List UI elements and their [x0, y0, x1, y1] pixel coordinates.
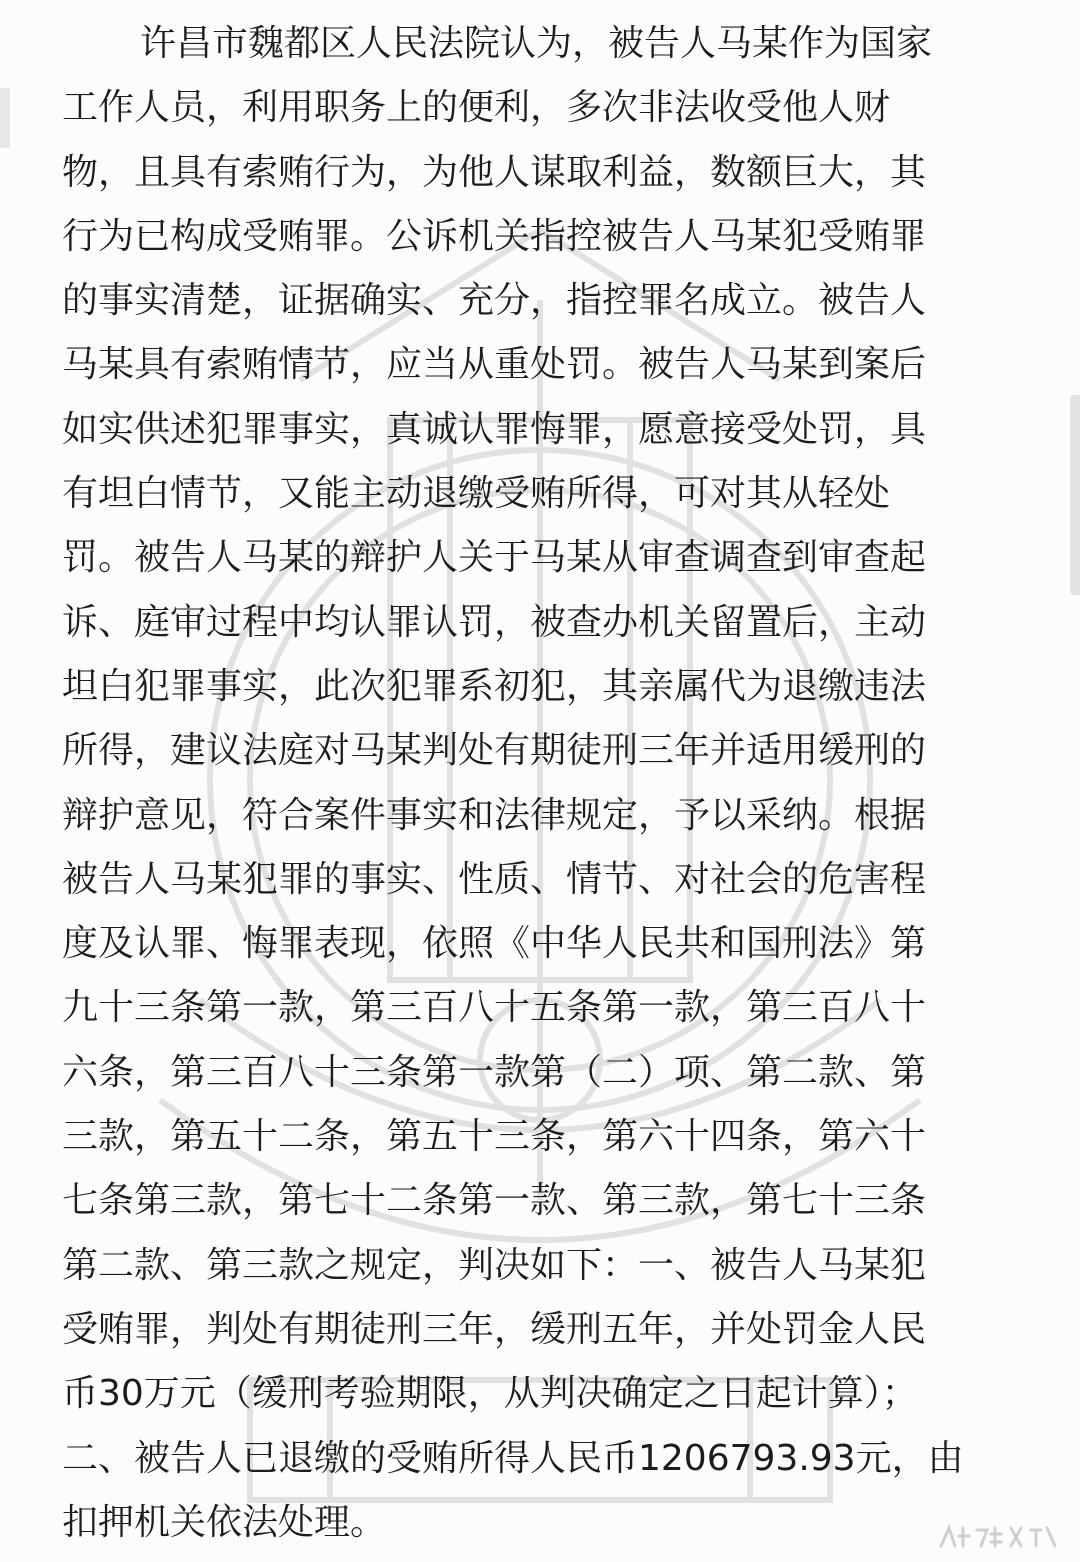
- text-line: 被告人马某犯罪的事实、性质、情节、对社会的危害程: [62, 858, 927, 900]
- text-line: 的事实清楚，证据确实、充分，指控罪名成立。被告人: [62, 280, 927, 322]
- text-line: 扣押机关依法处理。: [62, 1501, 387, 1543]
- text-line: 所得，建议法庭对马某判处有期徒刑三年并适用缓刑的: [62, 730, 927, 772]
- text-line: 马某具有索贿情节，应当从重处罚。被告人马某到案后: [62, 344, 927, 386]
- text-line: 工作人员，利用职务上的便利，多次非法收受他人财: [62, 87, 891, 129]
- text-line: 三款，第五十二条，第五十三条，第六十四条，第六十: [62, 1116, 927, 1158]
- text-line: 物，且具有索贿行为，为他人谋取利益，数额巨大，其: [62, 151, 927, 193]
- text-line: 第二款、第三款之规定，判决如下：一、被告人马某犯: [62, 1244, 927, 1286]
- text-line: 坦白犯罪事实，此次犯罪系初犯，其亲属代为退缴违法: [62, 665, 927, 707]
- text-line: 受贿罪，判处有期徒刑三年，缓刑五年，并处罚金人民: [62, 1308, 927, 1350]
- scroll-indicator-left: [0, 88, 10, 148]
- judgment-text: [62, 12, 1002, 1555]
- text-line: 二、被告人已退缴的受贿所得人民币1206793.93元，由: [62, 1437, 964, 1479]
- text-line: 如实供述犯罪事实，真诚认罪悔罪，愿意接受处罚，具: [62, 408, 927, 450]
- text-line: 九十三条第一款，第三百八十五条第一款，第三百八十: [62, 987, 927, 1029]
- text-line: 币30万元（缓刑考验期限，从判决确定之日起计算）；: [62, 1373, 918, 1415]
- text-line: 有坦白情节，又能主动退缴受贿所得，可对其从轻处: [62, 473, 891, 515]
- text-line: 罚。被告人马某的辩护人关于马某从审查调查到审查起: [62, 537, 927, 579]
- text-line: 许昌市魏都区人民法院认为，被告人马某作为国家: [140, 23, 933, 64]
- text-line: 行为已构成受贿罪。公诉机关指控被告人马某犯受贿罪: [62, 215, 927, 257]
- text-line: 诉、庭审过程中均认罪认罚，被查办机关留置后，主动: [62, 601, 927, 643]
- text-line: 六条，第三百八十三条第一款第（二）项、第二款、第: [62, 1051, 927, 1093]
- scroll-indicator-right[interactable]: [1070, 395, 1080, 595]
- text-line: 辩护意见，符合案件事实和法律规定，予以采纳。根据: [62, 794, 927, 836]
- text-line: 度及认罪、悔罪表现，依照《中华人民共和国刑法》第: [62, 923, 927, 965]
- watermark-signature-icon: [935, 1520, 1061, 1554]
- text-line: 七条第三款，第七十二条第一款、第三款，第七十三条: [62, 1180, 927, 1222]
